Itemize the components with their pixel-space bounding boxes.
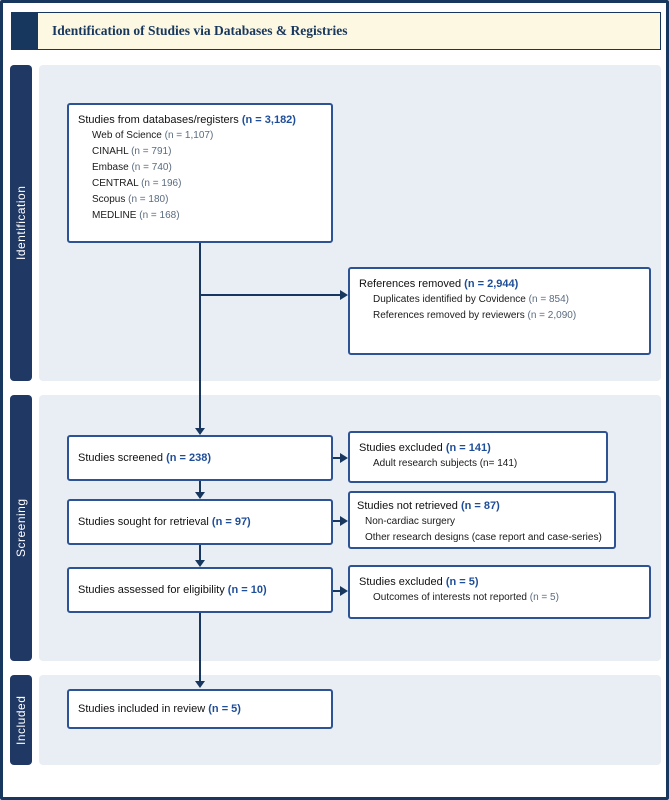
references-removed-n: (n = 2,944)	[464, 278, 519, 290]
source-item-text: Web of Science	[92, 130, 165, 141]
header-banner	[11, 12, 661, 50]
excluded-screening-box	[348, 431, 608, 483]
excluded-eligibility-item	[373, 590, 640, 606]
arrowhead-right-excluded1	[340, 453, 348, 463]
not-retrieved-title	[357, 498, 607, 514]
sought-text: Studies sought for retrieval	[78, 516, 212, 528]
flow-line-sources-to-screened	[199, 243, 201, 428]
source-item-n: (n = 740)	[131, 162, 172, 173]
source-item	[92, 176, 322, 192]
excluded-eligibility-n: (n = 5)	[445, 576, 479, 588]
assessed-n: (n = 10)	[227, 584, 267, 596]
banner-accent-block	[12, 13, 38, 49]
excluded-screening-item	[373, 456, 597, 472]
stage-label-screening: Screening	[10, 395, 32, 661]
screened-box	[67, 435, 333, 481]
included-box	[67, 689, 333, 729]
excluded-eligibility-box	[348, 565, 651, 619]
stage-label-identification: Identification	[10, 65, 32, 381]
flow-line-screened-to-sought	[199, 481, 201, 492]
references-item-text: Duplicates identified by Covidence	[373, 294, 529, 305]
flow-line-screened-to-excluded	[333, 457, 340, 459]
source-item-text: Embase	[92, 162, 132, 173]
arrowhead-down-included	[195, 681, 205, 688]
references-removed-item	[373, 292, 640, 308]
assessed-title	[78, 582, 267, 598]
assessed-text: Studies assessed for eligibility	[78, 584, 228, 596]
screened-text: Studies screened	[78, 452, 167, 464]
references-removed-item	[373, 308, 640, 324]
sources-title-n: (n = 3,182)	[241, 114, 296, 126]
screened-title	[78, 450, 211, 466]
sources-box-title	[78, 112, 322, 128]
not-retrieved-item-text: Non-cardiac surgery	[365, 516, 456, 527]
arrowhead-down-screened	[195, 428, 205, 435]
source-item-text: CENTRAL	[92, 178, 142, 189]
source-item-n: (n = 196)	[141, 178, 182, 189]
source-item-n: (n = 1,107)	[164, 130, 214, 141]
source-item-text: MEDLINE	[92, 210, 140, 221]
references-removed-title	[359, 276, 640, 292]
included-n: (n = 5)	[208, 703, 241, 715]
assessed-box	[67, 567, 333, 613]
included-title	[78, 701, 241, 717]
source-item-text: Scopus	[92, 194, 129, 205]
references-removed-text: References removed	[359, 278, 465, 290]
not-retrieved-item	[365, 514, 607, 530]
source-item-n: (n = 791)	[131, 146, 172, 157]
source-item	[92, 128, 322, 144]
not-retrieved-text: Studies not retrieved	[357, 500, 461, 512]
excluded-screening-title	[359, 440, 597, 456]
references-removed-box	[348, 267, 651, 355]
flow-line-assessed-to-included	[199, 613, 201, 681]
source-item-text: CINAHL	[92, 146, 132, 157]
sought-title	[78, 514, 251, 530]
diagram-title: Identification of Studies via Databases & Registries	[52, 23, 348, 38]
source-item-n: (n = 180)	[128, 194, 169, 205]
references-item-text: References removed by reviewers	[373, 310, 528, 321]
flow-line-sought-to-assessed	[199, 545, 201, 560]
sought-box	[67, 499, 333, 545]
arrowhead-right-notretrieved	[340, 516, 348, 526]
not-retrieved-n: (n = 87)	[460, 500, 500, 512]
included-text: Studies included in review	[78, 703, 209, 715]
sources-box	[67, 103, 333, 243]
flow-line-sought-to-notretrieved	[333, 520, 340, 522]
not-retrieved-box	[348, 491, 616, 549]
stage-label-included: Included	[10, 675, 32, 765]
excluded-screening-n: (n = 141)	[445, 442, 491, 454]
excluded-eligibility-title	[359, 574, 640, 590]
flow-line-assessed-to-excluded	[333, 590, 340, 592]
excluded-eligibility-text: Studies excluded	[359, 576, 446, 588]
excluded-eligibility-item-text: Outcomes of interests not reported	[373, 592, 530, 603]
screened-n: (n = 238)	[166, 452, 211, 464]
excluded-eligibility-item-n: (n = 5)	[529, 592, 559, 603]
arrowhead-right-references	[340, 290, 348, 300]
sought-n: (n = 97)	[211, 516, 251, 528]
references-item-n: (n = 2,090)	[527, 310, 577, 321]
arrowhead-down-assessed	[195, 560, 205, 567]
excluded-screening-item-text: Adult research subjects (n= 141)	[373, 458, 518, 469]
source-item	[92, 144, 322, 160]
references-item-n: (n = 854)	[528, 294, 569, 305]
sources-title-text: Studies from databases/registers	[78, 114, 242, 126]
arrowhead-down-sought	[195, 492, 205, 499]
source-item	[92, 208, 322, 224]
source-item	[92, 192, 322, 208]
source-item	[92, 160, 322, 176]
source-item-n: (n = 168)	[139, 210, 180, 221]
not-retrieved-item	[365, 530, 607, 546]
flow-line-branch-references	[199, 294, 340, 296]
not-retrieved-item-text: Other research designs (case report and case-series)	[365, 532, 602, 543]
excluded-screening-text: Studies excluded	[359, 442, 446, 454]
arrowhead-right-excluded2	[340, 586, 348, 596]
